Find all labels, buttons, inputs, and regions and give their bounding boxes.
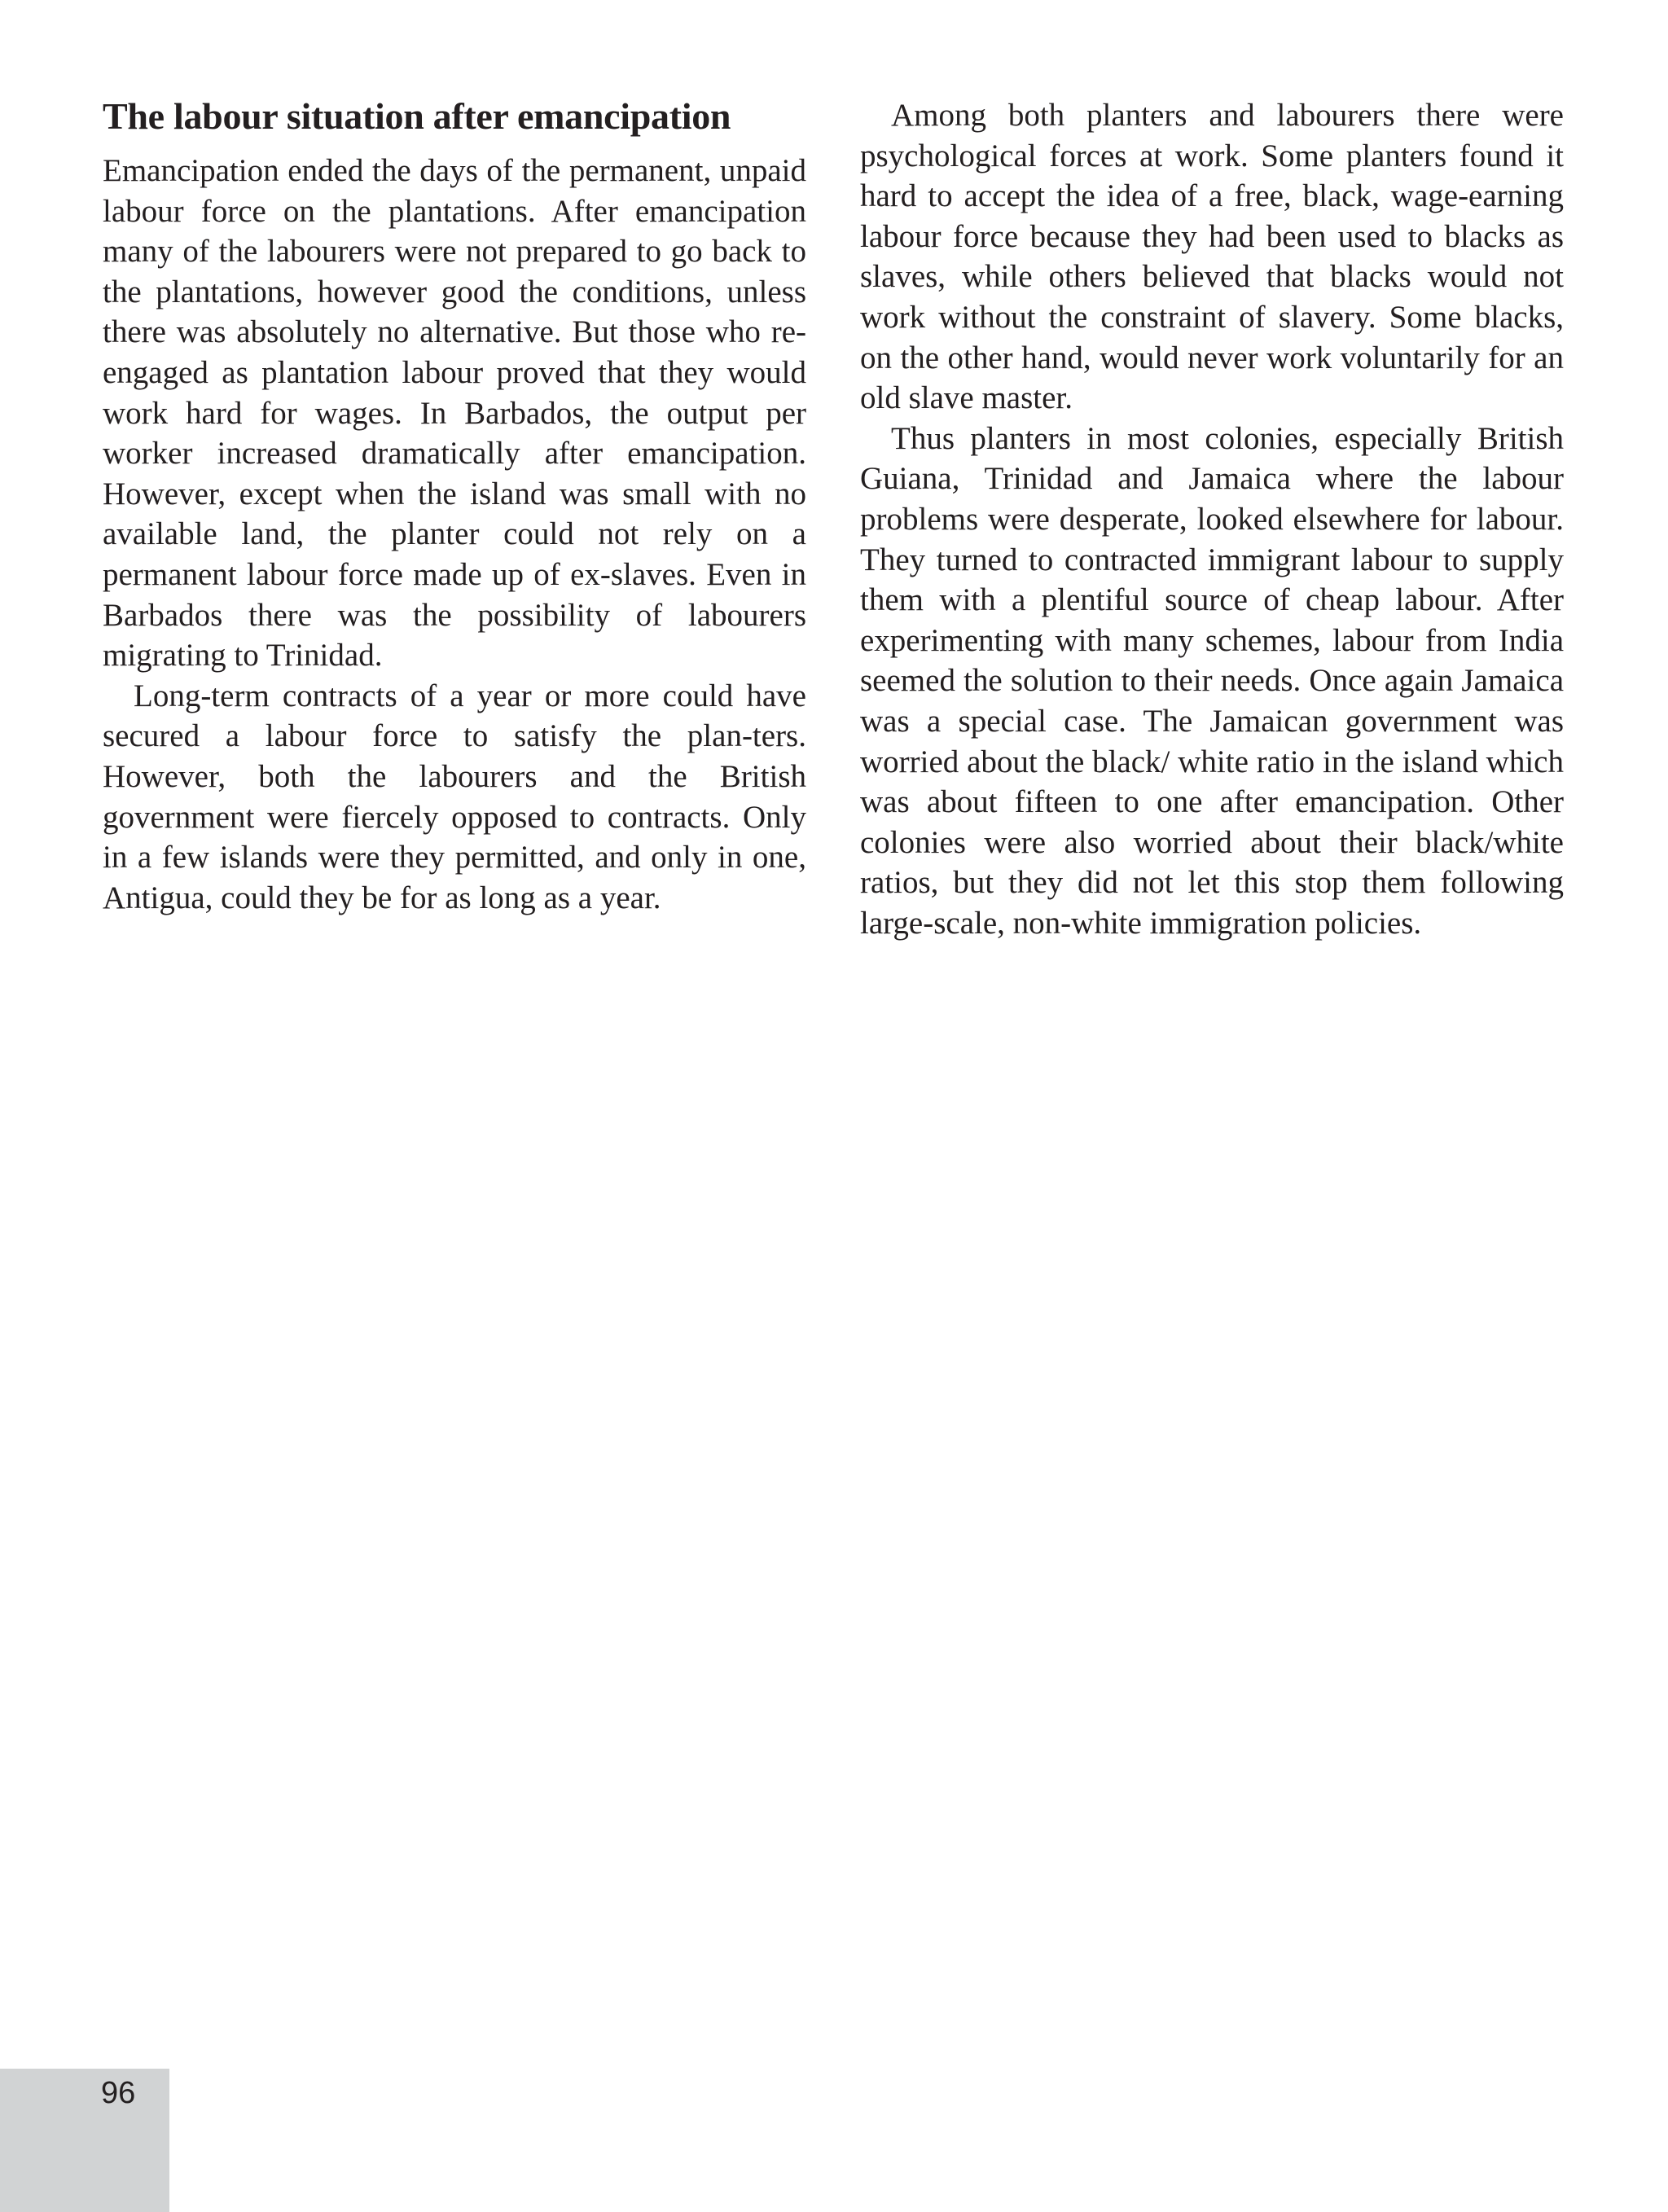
right-column xyxy=(860,95,1564,943)
page-number: 96 xyxy=(101,2076,136,2110)
body-paragraph: Among both planters and labourers there were psychological forces at work. Some planters found it hard to accept the idea of a free, black, wage-earning labour force because they had been used to blacks as slaves, while others believed that blacks would not work without the constraint of slavery. Some blacks, on the other hand, would never work voluntarily for an old slave master. xyxy=(860,98,1564,416)
left-column xyxy=(103,94,806,918)
body-paragraph: Long-term contracts of a year or more could have secured a labour force to satisfy the plan-ters. However, both the labourers and the British government were fiercely opposed to contracts. Only in a few islands were they permitted, and only in one, Antigua, could they be for as long as a year. xyxy=(103,678,806,915)
section-heading: The labour situation after emancipation xyxy=(103,95,731,137)
body-paragraph: Thus planters in most colonies, especially British Guiana, Trinidad and Jamaica where the labour problems were desperate, looked elsewhere for labour. They turned to contracted immigrant labour to supply them with a plentiful source of cheap labour. After experimenting with many schemes, labour from India seemed the solution to their needs. Once again Jamaica was a special case. The Jamaican government was worried about the black/ white ratio in the island which was about fifteen to one after emancipation. Other colonies were also worried about their black/white ratios, but they did not let this stop them following large-scale, non-white immigration policies. xyxy=(860,420,1564,941)
body-paragraph: Emancipation ended the days of the permanent, unpaid labour force on the plantations. After emancipation many of the labourers were not prepared to go back to the plantations, however good the conditions, unless there was absolutely no alternative. But those who re-engaged as plantation labour proved that they would work hard for wages. In Barbados, the output per worker increased dramatically after emancipation. However, except when the island was small with no available land, the planter could not rely on a permanent labour force made up of ex-slaves. Even in Barbados there was the possibility of labourers migrating to Trinidad. xyxy=(103,153,806,674)
page-number-tab xyxy=(0,2069,169,2212)
